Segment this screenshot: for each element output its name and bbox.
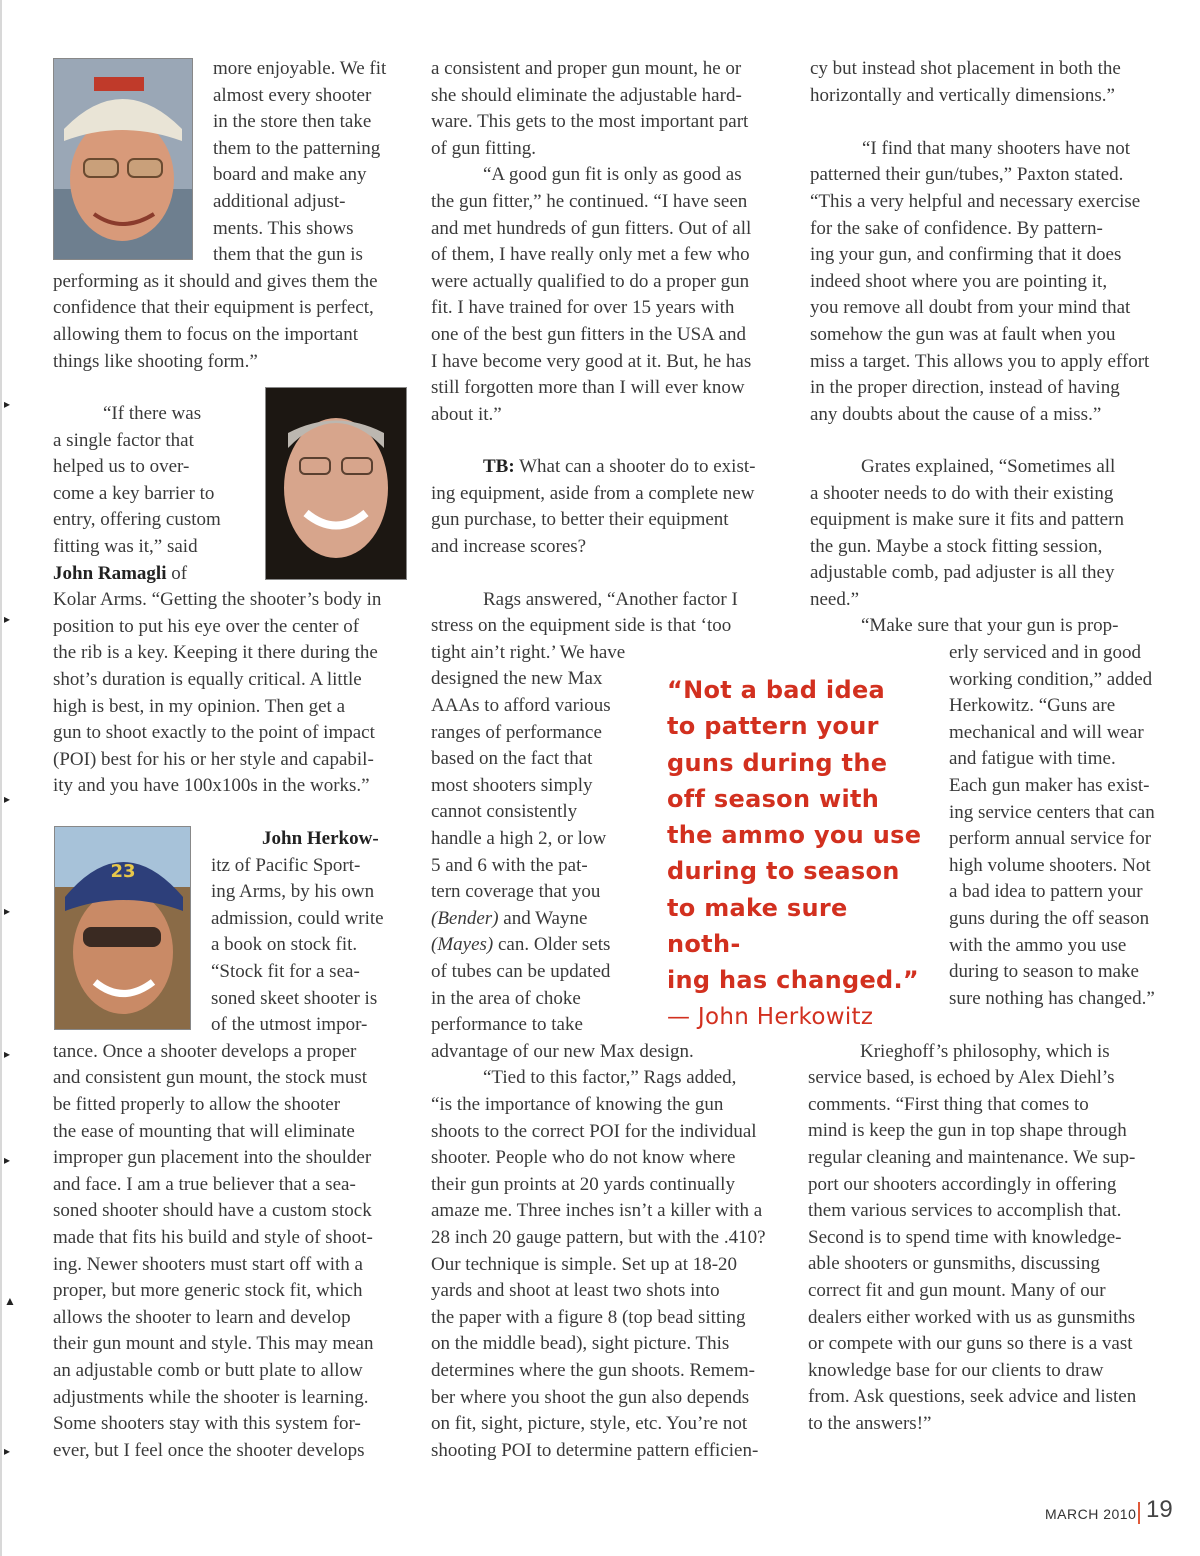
text-line: ever, but I feel once the shooter develops [53, 1439, 365, 1461]
text-line: based on the fact that [431, 748, 593, 770]
text-line [431, 932, 610, 959]
text-line: Kolar Arms. “Getting the shooter’s body in [53, 589, 382, 611]
text-line: in the store then take [213, 111, 372, 133]
text-line [483, 454, 755, 481]
text-line: high is best, in my opinion. Then get a [53, 695, 346, 717]
text-line: an adjustable comb or butt plate to allow [53, 1360, 363, 1381]
text-line: “This a very helpful and necessary exercise [810, 191, 1141, 212]
pull-quote-line: guns during the [667, 748, 888, 777]
text-line: “If there was [103, 403, 202, 424]
pull-quote-line: the ammo you use [667, 821, 922, 850]
text-line: erly serviced and in good [949, 642, 1142, 663]
text-line: high volume shooters. Not [949, 854, 1151, 876]
text-line: about it.” [431, 403, 502, 425]
pull-quote-line: “Not a bad idea [667, 676, 886, 704]
text-line: things like shooting form.” [53, 350, 258, 372]
photo-smiling-man-with-glasses [265, 387, 407, 580]
text-line: ments. This shows [213, 217, 354, 239]
text-line: Second is to spend time with knowledge- [808, 1226, 1122, 1248]
person-name-john-ramagli: John Ramagli [53, 562, 167, 584]
text-line: position to put his eye over the center of [53, 615, 360, 637]
text-fragment: What can a shooter do to exist- [514, 456, 756, 477]
text-line: ranges of performance [431, 721, 602, 743]
pull-quote-attribution: — John Herkowitz [667, 1003, 874, 1030]
text-line: shooting POI to determine pattern efficien- [431, 1439, 759, 1461]
text-line: made that fits his build and style of shoot- [53, 1227, 373, 1248]
text-line: the gun fitter,” he continued. “I have seen [431, 191, 748, 212]
text-line: Grates explained, “Sometimes all [861, 456, 1116, 477]
margin-arrow-icon: ▸ [4, 397, 11, 411]
text-line: Each gun maker has exist- [949, 775, 1150, 796]
text-line: ing. Newer shooters must start off with a [53, 1253, 363, 1275]
text-line: ing service centers that can [949, 801, 1155, 823]
text-line: be fitted properly to allow the shooter [53, 1094, 341, 1115]
text-line: a book on stock fit. [211, 934, 358, 956]
text-line: more enjoyable. We fit [213, 58, 387, 79]
text-line: “is the importance of knowing the gun [431, 1093, 724, 1115]
text-line: (POI) best for his or her style and capabil- [53, 748, 374, 770]
photo-man-in-cap-with-glasses [53, 58, 193, 260]
person-name-john-herkowitz: John Herkow- [262, 828, 379, 849]
text-line: sure nothing has changed.” [949, 987, 1155, 1009]
text-line: AAAs to afford various [431, 694, 611, 716]
text-line: admission, could write [211, 907, 384, 929]
text-line: to the answers!” [808, 1412, 932, 1434]
text-line: them that the gun is [213, 244, 363, 266]
text-line: still forgotten more than I will ever know [431, 377, 745, 399]
text-line: on the middle bead), sight picture. This [431, 1333, 730, 1355]
text-line: the ease of mounting that will eliminate [53, 1120, 355, 1142]
text-line: and fatigue with time. [949, 748, 1116, 770]
text-line: or compete with our guns so there is a vast [808, 1333, 1133, 1355]
text-line: come a key barrier to [53, 482, 215, 504]
text-line: were actually qualified to do a proper gun [431, 270, 750, 292]
margin-arrow-icon: ▸ [4, 904, 11, 918]
margin-arrow-icon: ▸ [4, 612, 11, 626]
text-line: the rib is a key. Keeping it there during the [53, 642, 378, 664]
text-line: “Tied to this factor,” Rags added, [483, 1067, 737, 1089]
text-line: working condition,” added [949, 668, 1153, 690]
text-line: “Stock fit for a sea- [211, 961, 360, 982]
text-line: tern coverage that you [431, 881, 601, 903]
text-line: need.” [810, 589, 860, 610]
text-line: a consistent and proper gun mount, he or [431, 58, 742, 79]
text-line: ing equipment, aside from a complete new [431, 482, 755, 504]
text-line: ing Arms, by his own [211, 881, 375, 903]
text-line: “A good gun fit is only as good as [483, 164, 742, 186]
page-number: 19 [1146, 1496, 1173, 1523]
text-line: adjustments while the shooter is learning. [53, 1386, 369, 1408]
text-line: additional adjust- [213, 191, 346, 212]
text-line: them to the patterning [213, 137, 381, 159]
text-line: comments. “First thing that comes to [808, 1093, 1089, 1115]
text-line: any doubts about the cause of a miss.” [810, 403, 1102, 425]
text-line: Some shooters stay with this system for- [53, 1413, 361, 1435]
margin-arrow-icon: ▸ [4, 1444, 11, 1458]
text-line: entry, offering custom [53, 509, 221, 531]
pull-quote [667, 672, 927, 1035]
italic-name-mayes: (Mayes) [431, 934, 494, 956]
text-line: ware. This gets to the most important part [431, 111, 749, 133]
text-line: allows the shooter to learn and develop [53, 1306, 351, 1328]
text-line: service based, is echoed by Alex Diehl’s [808, 1067, 1115, 1089]
text-line: perform annual service for [949, 828, 1152, 850]
text-line: ing your gun, and confirming that it does [810, 244, 1122, 266]
text-line: of the utmost impor- [211, 1014, 368, 1036]
text-line: mind is keep the gun in top shape through [808, 1120, 1127, 1142]
text-line: amaze me. Three inches isn’t a killer with a [431, 1200, 763, 1222]
text-line: dealers either worked with us as gunsmiths [808, 1306, 1136, 1328]
text-line: one of the best gun fitters in the USA and [431, 324, 747, 345]
text-line: handle a high 2, or low [431, 827, 607, 849]
text-line: port our shooters accordingly in offering [808, 1173, 1117, 1195]
text-line: of gun fitting. [431, 137, 537, 159]
text-line: almost every shooter [213, 84, 372, 106]
scan-edge [0, 0, 2, 1556]
text-line: shoots to the correct POI for the individual [431, 1120, 757, 1142]
text-line: gun purchase, to better their equipment [431, 509, 729, 531]
text-line: able shooters or gunsmiths, discussing [808, 1253, 1100, 1275]
text-line: of them, I have really only met a few who [431, 244, 750, 266]
text-line: in the proper direction, instead of having [810, 377, 1120, 399]
text-line: equipment is make sure it fits and pattern [810, 509, 1124, 531]
text-line: stress on the equipment side is that ‘too [431, 615, 732, 637]
text-line: the gun. Maybe a stock fitting session, [810, 535, 1103, 557]
text-line: patterned their gun/tubes,” Paxton stated. [810, 164, 1124, 186]
text-line: most shooters simply [431, 774, 593, 796]
text-line: determines where the gun shoots. Remem- [431, 1359, 755, 1381]
margin-arrow-icon: ▸ [4, 1153, 11, 1167]
text-line: Krieghoff’s philosophy, which is [860, 1040, 1110, 1062]
margin-arrow-icon: ▸ [4, 792, 11, 806]
pull-quote-line: to make sure noth- [667, 893, 848, 959]
text-line: from. Ask questions, seek advice and listen [808, 1386, 1137, 1408]
text-line: Herkowitz. “Guns are [949, 695, 1116, 717]
text-line: shooter. People who do not know where [431, 1147, 736, 1169]
text-line: in the area of choke [431, 987, 581, 1009]
text-line: a single factor that [53, 429, 194, 451]
text-line: soned skeet shooter is [211, 987, 378, 1009]
text-line: advantage of our new Max design. [431, 1040, 694, 1062]
text-line: adjustable comb, pad adjuster is all they [810, 562, 1115, 584]
text-line: indeed shoot where you are pointing it, [810, 270, 1108, 292]
margin-arrow-icon: ▸ [4, 1047, 11, 1061]
text-line: their gun proints at 20 yards continually [431, 1173, 735, 1195]
text-line: on fit, sight, picture, style, etc. You’re not [431, 1413, 748, 1435]
text-line [262, 826, 379, 853]
text-line: regular cleaning and maintenance. We sup- [808, 1146, 1136, 1168]
text-line: soned shooter should have a custom stock [53, 1200, 372, 1222]
text-fragment: of [166, 562, 188, 584]
text-line [431, 906, 587, 933]
interviewer-label-tb: TB: [483, 456, 515, 477]
text-line: and face. I am a true believer that a sea- [53, 1173, 356, 1195]
text-fragment: and Wayne [498, 907, 588, 929]
text-line: for the sake of confidence. By pattern- [810, 217, 1103, 239]
text-line: guns during the off season [949, 908, 1150, 929]
footer-issue-date: MARCH 2010 [1045, 1506, 1137, 1522]
text-line: and consistent gun mount, the stock must [53, 1067, 368, 1089]
text-line: “Make sure that your gun is prop- [861, 615, 1119, 636]
pull-quote-line: during to season [667, 857, 900, 886]
pull-quote-line: to pattern your [667, 712, 879, 741]
text-line: cannot consistently [431, 801, 578, 823]
text-line: designed the new Max [431, 668, 603, 690]
margin-arrow-icon: ▲ [4, 1294, 16, 1308]
text-line: cy but instead shot placement in both the [810, 58, 1121, 79]
photo-man-in-blue-cap [54, 826, 191, 1030]
svg-text:23: 23 [110, 861, 136, 882]
italic-name-bender: (Bender) [431, 907, 499, 929]
text-line: confidence that their equipment is perfect, [53, 297, 374, 319]
text-line: fit. I have trained for over 15 years with [431, 297, 735, 319]
text-line: yards and shoot at least two shots into [431, 1280, 720, 1302]
text-line: with the ammo you use [949, 934, 1127, 956]
text-line: gun to shoot exactly to the point of impact [53, 722, 375, 744]
text-line: “I find that many shooters have not [862, 137, 1131, 159]
text-line: board and make any [213, 164, 367, 186]
text-line: she should eliminate the adjustable hard- [431, 84, 742, 106]
text-line: allowing them to focus on the important [53, 324, 359, 345]
text-line: during to season to make [949, 961, 1139, 983]
text-line: of tubes can be updated [431, 960, 611, 982]
footer-divider [1138, 1502, 1140, 1524]
text-line: 5 and 6 with the pat- [431, 854, 588, 876]
pull-quote-line: off season with [667, 784, 880, 813]
text-line: knowledge base for our clients to draw [808, 1359, 1104, 1381]
text-line: Rags answered, “Another factor I [483, 588, 738, 610]
text-line: Our technique is simple. Set up at 18-20 [431, 1253, 738, 1275]
pull-quote-line: ing has changed.” [667, 966, 919, 995]
text-line: horizontally and vertically dimensions.” [810, 84, 1115, 106]
text-line: correct fit and gun mount. Many of our [808, 1279, 1106, 1301]
text-fragment: can. Older sets [493, 934, 611, 956]
text-line: and increase scores? [431, 535, 587, 557]
text-line: a shooter needs to do with their existing [810, 482, 1114, 504]
text-line: performance to take [431, 1014, 583, 1036]
text-line: somehow the gun was at fault when you [810, 324, 1116, 345]
text-line: and met hundreds of gun fitters. Out of all [431, 217, 752, 239]
text-line: proper, but more generic stock fit, which [53, 1280, 363, 1302]
text-line: the paper with a figure 8 (top bead sitting [431, 1306, 746, 1328]
text-line: you remove all doubt from your mind that [810, 297, 1131, 319]
text-line: 28 inch 20 gauge pattern, but with the .410? [431, 1226, 766, 1248]
text-line: ity and you have 100x100s in the works.” [53, 775, 370, 797]
text-line: tight ain’t right.’ We have [431, 641, 626, 663]
text-line: helped us to over- [53, 456, 190, 478]
text-line: their gun mount and style. This may mean [53, 1333, 374, 1355]
text-line: itz of Pacific Sport- [211, 854, 361, 876]
text-line: them various services to accomplish that. [808, 1200, 1122, 1222]
text-line: a bad idea to pattern your [949, 881, 1143, 903]
text-line [53, 561, 187, 588]
text-line: fitting was it,” said [53, 536, 198, 557]
text-line: shot’s duration is equally critical. A little [53, 669, 362, 690]
text-line: performing as it should and gives them the [53, 270, 378, 292]
text-line: ber where you shoot the gun also depends [431, 1386, 750, 1408]
text-line: I have become very good at it. But, he has [431, 350, 752, 372]
text-line: mechanical and will wear [949, 721, 1144, 743]
text-line: improper gun placement into the shoulder [53, 1147, 372, 1169]
text-line: miss a target. This allows you to apply effort [810, 350, 1150, 372]
text-line: tance. Once a shooter develops a proper [53, 1040, 357, 1062]
